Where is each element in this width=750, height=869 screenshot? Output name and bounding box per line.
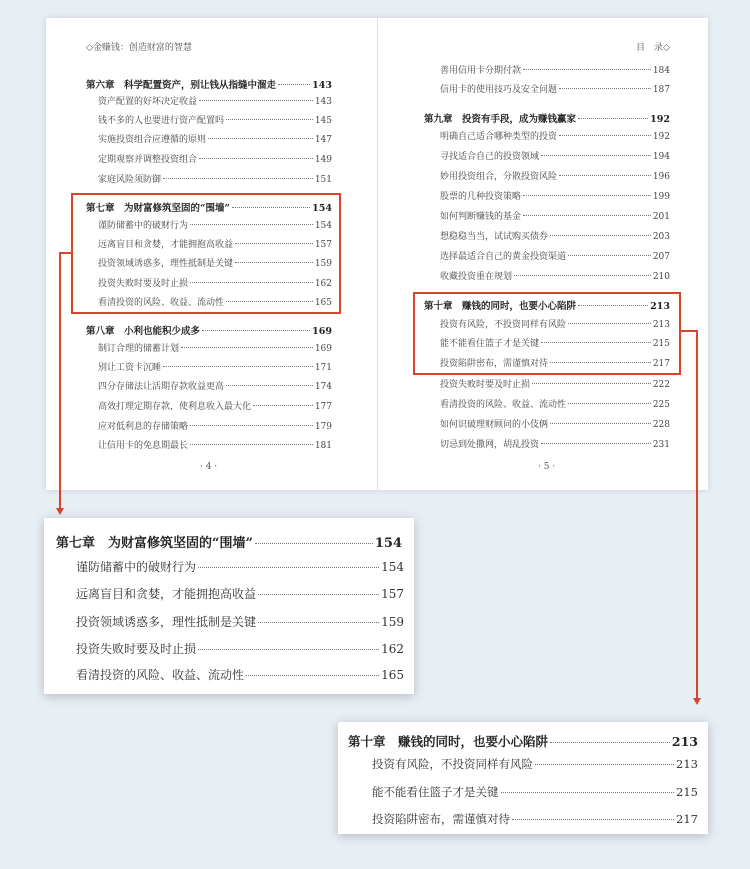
zoom-section[interactable]: 谨防储蓄中的破财行为 154 — [76, 560, 404, 574]
zoom-chapter-title[interactable]: 第十章 赚钱的同时，也要小心陷阱 213 — [348, 734, 698, 749]
toc-section[interactable]: 如何识破理财顾问的小伎俩 228 — [440, 420, 670, 430]
zoom-section[interactable]: 看清投资的风险、收益、流动性 165 — [76, 668, 404, 682]
toc-section[interactable]: 定期观察并调整投资组合 149 — [98, 155, 332, 165]
toc-section[interactable]: 寻找适合自己的投资领域 194 — [440, 152, 670, 162]
toc-section[interactable]: 收藏投资重在规划 210 — [440, 272, 670, 282]
left-running-header: ◇金赚钱：创造财富的智慧 — [86, 43, 192, 53]
toc-section[interactable]: 信用卡的使用技巧及安全问题 187 — [440, 85, 670, 95]
toc-chapter-10[interactable]: 第十章 赚钱的同时，也要小心陷阱 213 — [424, 301, 670, 312]
toc-section[interactable]: 四分存储法让活期存款收益更高 174 — [98, 382, 332, 392]
toc-section[interactable]: 想稳稳当当，试试购买债券 203 — [440, 232, 670, 242]
toc-chapter-7[interactable]: 第七章 为财富修筑坚固的“围墙” 154 — [86, 203, 332, 214]
toc-section[interactable]: 钱不多的人也要进行资产配置吗 145 — [98, 116, 332, 126]
toc-section[interactable]: 切忌到处撒网，胡乱投资 231 — [440, 440, 670, 450]
zoom-panel-chapter-10 — [338, 722, 708, 834]
toc-section[interactable]: 家庭风险须防御 151 — [98, 175, 332, 185]
zoom-chapter-title[interactable]: 第七章 为财富修筑坚固的“围墙” 154 — [56, 536, 402, 551]
toc-section[interactable]: 让信用卡的免息期最长 181 — [98, 441, 332, 451]
zoom-section[interactable]: 投资有风险，不投资同样有风险 213 — [372, 757, 698, 771]
page-fold — [377, 18, 378, 490]
toc-section[interactable]: 选择最适合自己的黄金投资渠道 207 — [440, 252, 670, 262]
toc-section[interactable]: 别让工资卡沉睡 171 — [98, 363, 332, 373]
toc-section[interactable]: 看清投资的风险、收益、流动性 225 — [440, 400, 670, 410]
toc-section[interactable]: 妙用投资组合，分散投资风险 196 — [440, 172, 670, 182]
toc-section[interactable]: 能不能看住篮子才是关键 215 — [440, 339, 670, 349]
toc-section[interactable]: 制订合理的储蓄计划 169 — [98, 344, 332, 354]
zoom-panel-chapter-7 — [44, 518, 414, 694]
toc-section[interactable]: 高效打理定期存款，使利息收入最大化 177 — [98, 402, 332, 412]
toc-section[interactable]: 远离盲目和贪婪，才能拥抱高收益 157 — [98, 240, 332, 250]
toc-section[interactable]: 投资有风险，不投资同样有风险 213 — [440, 320, 670, 330]
connector-line — [696, 330, 698, 700]
toc-section[interactable]: 投资失败时要及时止损 162 — [98, 279, 332, 289]
arrow-down-icon — [56, 508, 64, 515]
zoom-section[interactable]: 远离盲目和贪婪，才能拥抱高收益 157 — [76, 587, 404, 601]
zoom-section[interactable]: 投资失败时要及时止损 162 — [76, 642, 404, 656]
toc-section[interactable]: 看清投资的风险、收益、流动性 165 — [98, 298, 332, 308]
toc-chapter-8[interactable]: 第八章 小利也能积少成多 169 — [86, 326, 332, 337]
toc-chapter-9[interactable]: 第九章 投资有手段，成为赚钱赢家 192 — [424, 114, 670, 125]
right-page-number: · 5 · — [538, 462, 556, 472]
toc-section[interactable]: 如何判断赚钱的基金 201 — [440, 212, 670, 222]
toc-section[interactable]: 投资陷阱密布，需谨慎对待 217 — [440, 359, 670, 369]
zoom-section[interactable]: 投资陷阱密布，需谨慎对待 217 — [372, 812, 698, 826]
zoom-section[interactable]: 投资领域诱惑多，理性抵制是关键 159 — [76, 615, 404, 629]
toc-section[interactable]: 明确自己适合哪种类型的投资 192 — [440, 132, 670, 142]
highlight-box-chapter-10 — [413, 292, 681, 375]
toc-section[interactable]: 谨防储蓄中的破财行为 154 — [98, 221, 332, 231]
toc-chapter-6[interactable] — [86, 77, 332, 91]
chapter-page: 143 — [312, 80, 332, 91]
toc-section[interactable]: 应对低利息的存储策略 179 — [98, 422, 332, 432]
zoom-section[interactable]: 能不能看住篮子才是关键 215 — [372, 785, 698, 799]
right-running-header: 目 录◇ — [636, 43, 670, 53]
arrow-down-icon — [693, 698, 701, 705]
chapter-title: 第六章 科学配置资产，别让钱从指缝中溜走 — [86, 80, 277, 91]
toc-section[interactable]: 投资失败时要及时止损 222 — [440, 380, 670, 390]
connector-line — [59, 252, 61, 510]
toc-section[interactable]: 资产配置的好坏决定收益 143 — [98, 97, 332, 107]
toc-section[interactable]: 实施投资组合应遵循的原则 147 — [98, 135, 332, 145]
left-page-number: · 4 · — [200, 462, 218, 472]
highlight-box-chapter-7 — [71, 193, 341, 314]
toc-section[interactable]: 投资领域诱惑多，理性抵制是关键 159 — [98, 259, 332, 269]
toc-section[interactable]: 善用信用卡分期付款 184 — [440, 66, 670, 76]
toc-section[interactable]: 股票的几种投资策略 199 — [440, 192, 670, 202]
